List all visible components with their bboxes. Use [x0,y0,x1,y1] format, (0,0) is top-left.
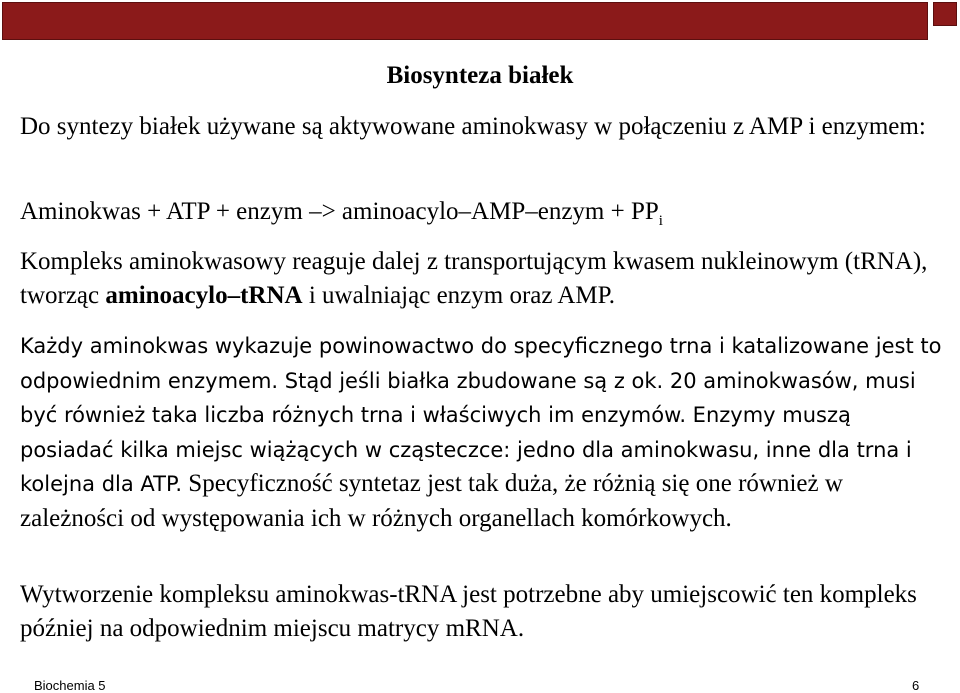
reaction-equation [20,195,945,229]
equation-subscript: i [658,213,663,229]
header-bar [2,2,928,40]
intro-paragraph: Do syntezy białek używane są aktywowane aminokwasy w połączeniu z AMP i enzymem: [20,113,926,140]
corner-square [933,2,957,26]
slide-title: Biosynteza białek [386,62,574,89]
specificity-text: Każdy aminokwas wykazuje powinowactwo do specyficznego trna i katalizowane jest to odpowiednim enzymem. Stąd jeśli białka zbudowane są z ok. 20 aminokwasów, musi być również taka liczba różnych trna i właściwych im enzymów. Enzymy muszą posiadać kilka miejsc wiążących w cząsteczce: jedno dla aminokwasu, inne dla trna i kolejna dla ATP. [20,334,942,496]
footer-page-number: 6 [912,678,920,693]
complex-text-end: i uwalniając enzym oraz AMP. [302,282,616,309]
equation-text: Aminokwas + ATP + enzym –> aminoacylo–AMP–enzym + PP [20,198,659,225]
complex-term: aminoacylo–tRNA [105,282,303,309]
conclusion-paragraph: Wytworzenie kompleksu aminokwas-tRNA jest potrzebne aby umiejscowić ten kompleks później na odpowiednim miejscu matrycy mRNA. [20,581,917,642]
complex-paragraph [20,245,945,313]
complex-text-start: Kompleks aminokwasowy reaguje dalej z transportującym kwasem nukleinowym (tRNA), tworząc [20,248,928,309]
footer-course: Biochemia 5 [34,678,106,693]
specificity-tail-text: Specyficzność syntetaz jest tak duża, że różnią się one również w zależności od występowania ich w różnych organellach komórkowych. [20,470,843,532]
specificity-paragraph [20,329,945,536]
